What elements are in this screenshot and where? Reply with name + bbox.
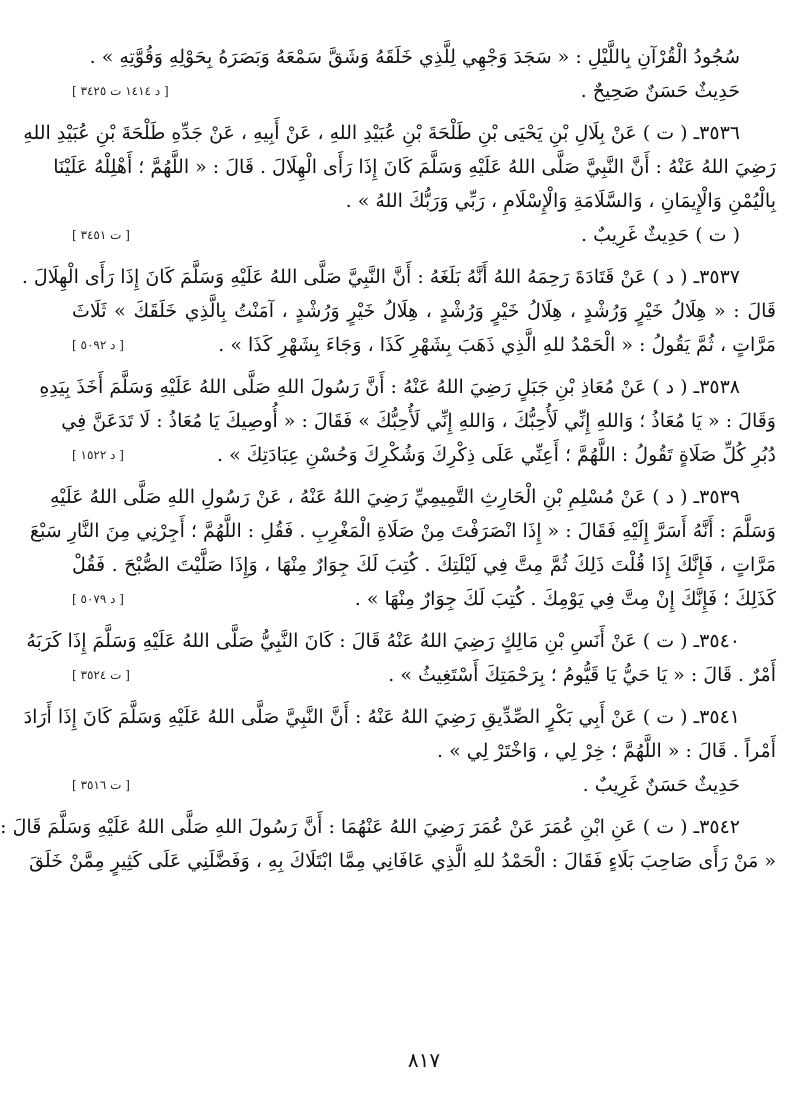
hadith-grade-line: ( ت ) حَدِيثٌ غَرِيبٌ . [581,224,740,246]
hadith-3537-line-3: مَرَّاتٍ ، ثُمَّ يَقُولُ : « الْحَمْدُ للهِ الَّذِي ذَهَبَ بِشَهْرِ كَذَا ، وَجَاءَ بِشَهْرِ كَذَا » . [218,334,776,356]
text-line-with-reference [72,438,776,472]
hadith-3537-line-2: قَالَ : « هِلَالُ خَيْرٍ وَرُشْدٍ ، هِلَالُ خَيْرٍ وَرُشْدٍ ، هِلَالُ خَيْرٍ وَرُشْدٍ ، آمَنْتُ بِالَّذِي خَلَقَكَ » ثَلَاثَ [72,300,776,322]
hadith-3539-line-3: مَرَّاتٍ ، فَإِنَّكَ إِذَا قُلْتَ ذَلِكَ ثُمَّ مِتَّ فِي لَيْلَتِكَ . كُتِبَ لَكَ جِوَارٌ مِنْهَا ، وَإِذَا صَلَّيْتَ الصُّبْحَ . فَقُلْ [72,554,776,576]
hadith-3536-line-2: رَضِيَ اللهُ عَنْهُ : أَنَّ النَّبِيَّ صَلَّى اللهُ عَلَيْهِ وَسَلَّمَ كَانَ إِذَا رَأَى الْهِلَالَ . قَالَ : « اللَّهُمَّ ؛ أَهْلِلْهُ عَلَيْنَا [53,156,776,178]
hadith-3536-line-1: ٣٥٣٦ـ ( ت ) عَنْ بِلَالِ بْنِ يَحْيَى بْنِ طَلْحَةَ بْنِ عُبَيْدِ اللهِ ، عَنْ أَبِيهِ ، عَنْ جَدِّهِ طَلْحَةَ بْنِ عُبَيْدِ اللهِ [23,122,740,144]
source-reference: [ د ٥٠٩٢ ] [72,338,124,352]
hadith-3539-line-2: وَسَلَّمَ : أَنَّهُ أَسَرَّ إِلَيْهِ فَقَالَ : « إِذَا انْصَرَفْتَ مِنْ صَلَاةِ الْمَغْرِبِ . فَقُلِ : اللَّهُمَّ ؛ أَجِرْنِي مِنَ النَّارِ سَبْعَ [29,520,776,542]
hadith-3537-line-1: ٣٥٣٧ـ ( د ) عَنْ قَتَادَةَ رَحِمَهُ اللهُ أَنَّهُ بَلَغَهُ : أَنَّ النَّبِيَّ صَلَّى اللهُ عَلَيْهِ وَسَلَّمَ كَانَ إِذَا رَأَى الْهِلَالَ . [21,266,740,288]
hadith-3538-line-2: وَقَالَ : « يَا مُعَاذُ ؛ وَاللهِ إِنِّي لَأُحِبُّكَ ، وَاللهِ إِنِّي لَأُحِبُّكَ » فَقَالَ : « أُوصِيكَ يَا مُعَاذُ : لَا تَدَعَنَّ فِي [61,410,776,432]
page-number: ٨١٧ [407,1048,441,1072]
text-line-with-reference [72,74,776,108]
hadith-3538-line-1: ٣٥٣٨ـ ( د ) عَنْ مُعَاذِ بْنِ جَبَلٍ رَضِيَ اللهُ عَنْهُ : أَنَّ رَسُولَ اللهِ صَلَّى اللهُ عَلَيْهِ وَسَلَّمَ أَخَذَ بِيَدِهِ [39,376,740,398]
source-reference: [ ت ٣٥٢٤ ] [72,668,130,682]
hadith-3536-line-3: بِالْيُمْنِ وَالْإِيمَانِ ، وَالسَّلَامَةِ وَالْإِسْلَامِ ، رَبِّي وَرَبُّكَ اللهُ » . [345,190,776,212]
hadith-3540-line-2: أَمْرٌ . قَالَ : « يَا حَيُّ يَا قَيُّومُ ؛ بِرَحْمَتِكَ أَسْتَغِيثُ » . [388,664,776,686]
hadith-3542-line-1: ٣٥٤٢ـ ( ت ) عَنِ ابْنِ عُمَرَ عَنْ عُمَرَ رَضِيَ اللهُ عَنْهُمَا : أَنَّ رَسُولَ اللهِ صَلَّى اللهُ عَلَيْهِ وَسَلَّمَ قَالَ : [0,816,740,838]
hadith-3541-line-1: ٣٥٤١ـ ( ت ) عَنْ أَبِي بَكْرٍ الصِّدِّيقِ رَضِيَ اللهُ عَنْهُ : أَنَّ النَّبِيَّ صَلَّى اللهُ عَلَيْهِ وَسَلَّمَ كَانَ إِذَا أَرَادَ [23,706,740,728]
hadith-3541-line-2: أَمْراً . قَالَ : « اللَّهُمَّ ؛ خِرْ لِي ، وَاخْتَرْ لِي » . [437,740,776,762]
hadith-grade-line: حَدِيثٌ حَسَنٌ غَرِيبٌ . [582,774,740,796]
source-reference: [ د ١٤١٤ ت ٣٤٢٥ ] [72,84,169,98]
hadith-3542-line-2: « مَنْ رَأَى صَاحِبَ بَلَاءٍ فَقَالَ : الْحَمْدُ للهِ الَّذِي عَافَانِي مِمَّا ابْتَلَاكَ بِهِ ، وَفَضَّلَنِي عَلَى كَثِيرٍ مِمَّنْ خَلَقَ [29,850,776,872]
text-line: سُجُودُ الْقُرْآنِ بِاللَّيْلِ : « سَجَدَ وَجْهِي لِلَّذِي خَلَقَهُ وَشَقَّ سَمْعَهُ وَبَصَرَهُ بِحَوْلِهِ وَقُوَّتِهِ » . [89,46,740,68]
text-line-with-reference [72,328,776,362]
source-reference: [ د ٥٠٧٩ ] [72,592,124,606]
hadith-3539-line-1: ٣٥٣٩ـ ( د ) عَنْ مُسْلِمِ بْنِ الْحَارِثِ التَّمِيمِيِّ رَضِيَ اللهُ عَنْهُ ، عَنْ رَسُولِ اللهِ صَلَّى اللهُ عَلَيْهِ [49,486,740,508]
text-line-with-reference [72,768,776,802]
hadith-grade-line: حَدِيثٌ حَسَنٌ صَحِيحٌ . [580,80,740,102]
text-line-with-reference [72,658,776,692]
hadith-3539-line-4: كَذَلِكَ ؛ فَإِنَّكَ إِنْ مِتَّ فِي يَوْمِكَ . كُتِبَ لَكَ جِوَارٌ مِنْهَا » . [354,588,776,610]
hadith-3538-line-3: دُبُرِ كُلِّ صَلَاةٍ تَقُولُ : اللَّهُمَّ ؛ أَعِنِّي عَلَى ذِكْرِكَ وَشُكْرِكَ وَحُسْنِ عِبَادَتِكَ » . [216,444,776,466]
hadith-3540-line-1: ٣٥٤٠ـ ( ت ) عَنْ أَنَسِ بْنِ مَالِكٍ رَضِيَ اللهُ عَنْهُ قَالَ : كَانَ النَّبِيُّ صَلَّى اللهُ عَلَيْهِ وَسَلَّمَ إِذَا كَرَبَهُ [26,630,740,652]
book-page [0,40,776,1072]
source-reference: [ د ١٥٢٢ ] [72,448,124,462]
text-line-with-reference [72,218,776,252]
source-reference: [ ت ٣٥١٦ ] [72,778,130,792]
source-reference: [ ت ٣٤٥١ ] [72,228,130,242]
text-line-with-reference [72,582,776,616]
